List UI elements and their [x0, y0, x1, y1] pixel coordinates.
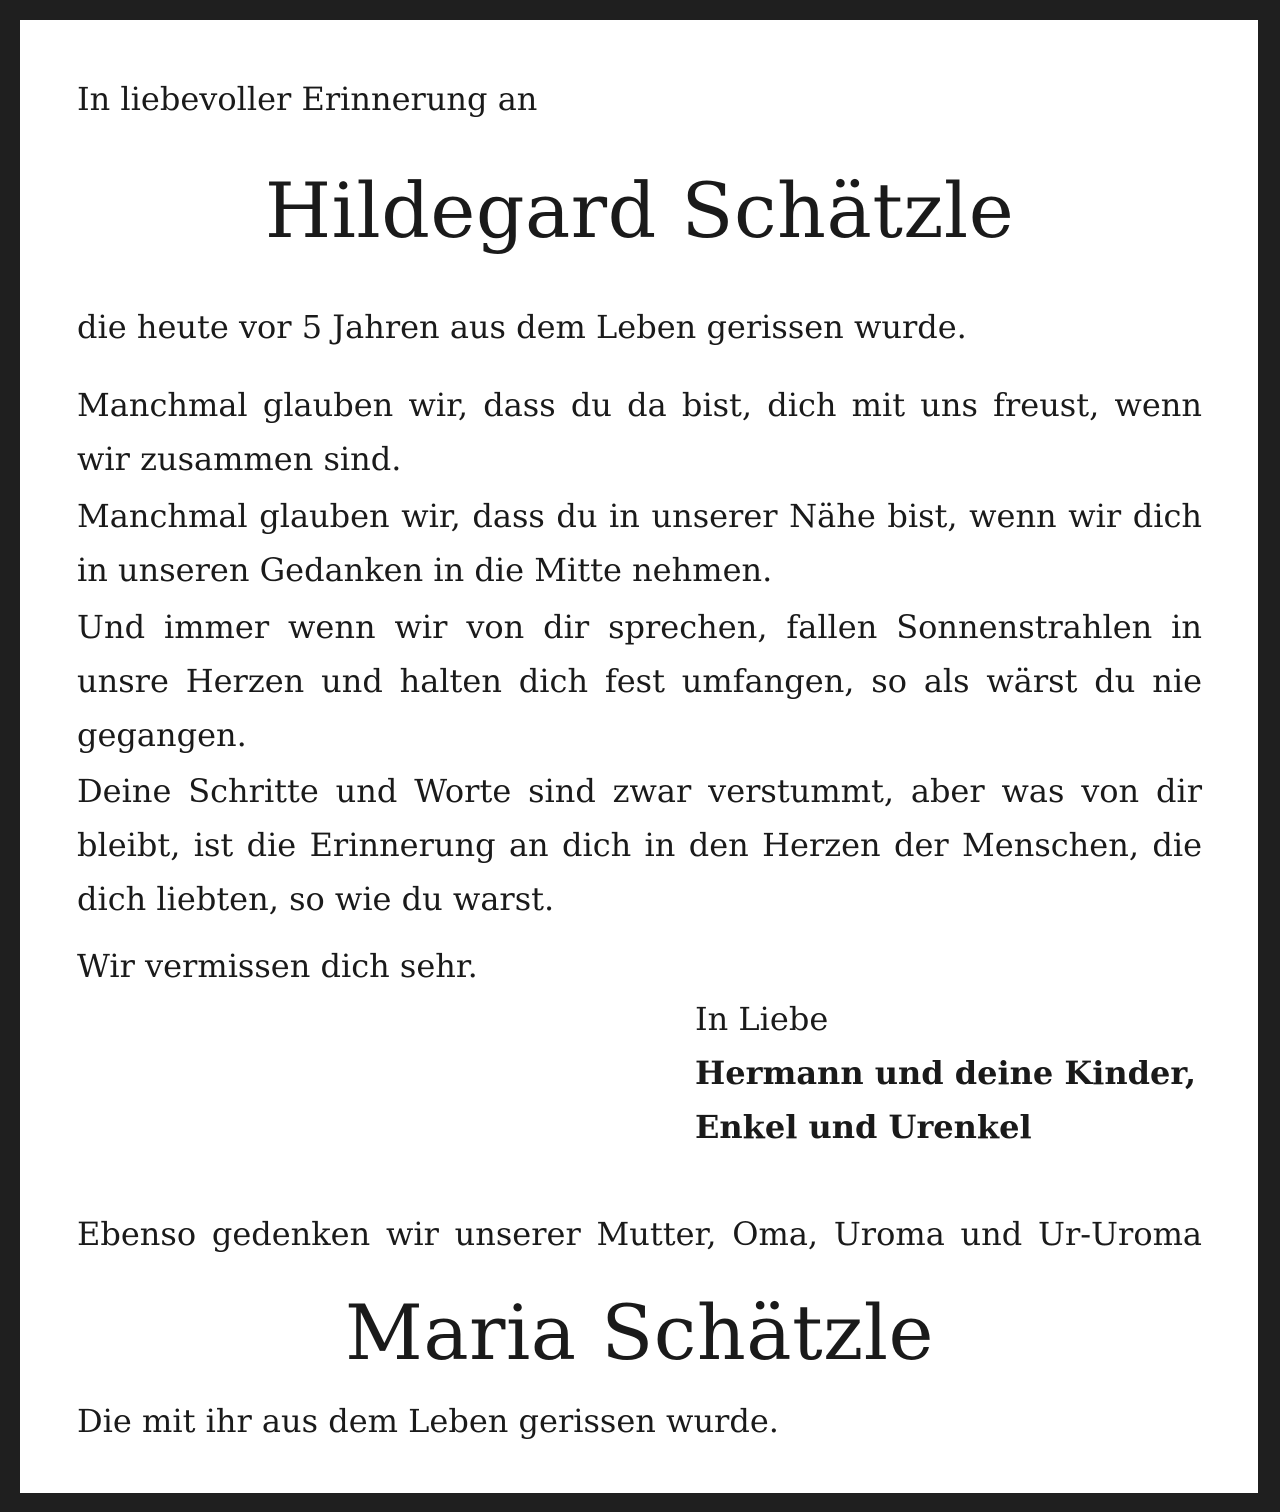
- signature-block: [695, 992, 1196, 1154]
- signature-family-line: Enkel und Urenkel: [695, 1108, 1032, 1146]
- poem-paragraph: Manchmal glauben wir, dass du in unserer Nähe bist, wenn wir dich in unseren Gedanken in die Mitte nehmen.: [77, 497, 1202, 589]
- poem-paragraph: Und immer wenn wir von dir sprechen, fallen Sonnenstrahlen in unsre Herzen und halten dich fest umfangen, so als wärst du nie gegangen.: [77, 608, 1202, 754]
- deceased-name-secondary: Maria Schätzle: [345, 1288, 934, 1377]
- also-remember-text: Ebenso gedenken wir unserer Mutter, Oma, Uroma und Ur-Uroma: [77, 1215, 1202, 1253]
- intro-text: In liebevoller Erinnerung an: [77, 80, 538, 118]
- signature-family-line: Hermann und deine Kinder,: [695, 1054, 1197, 1092]
- obituary-notice: [20, 20, 1258, 1493]
- signature-greeting: In Liebe: [695, 1000, 829, 1038]
- primary-subline: die heute vor 5 Jahren aus dem Leben gerissen wurde.: [77, 308, 967, 346]
- poem-paragraph: Manchmal glauben wir, dass du da bist, dich mit uns freust, wenn wir zusammen sind.: [77, 386, 1202, 478]
- secondary-subline: Die mit ihr aus dem Leben gerissen wurde.: [77, 1402, 779, 1440]
- deceased-name-primary: Hildegard Schätzle: [264, 166, 1015, 255]
- poem-paragraph: Deine Schritte und Worte sind zwar verstummt, aber was von dir bleibt, ist die Erinnerung an dich in den Herzen der Menschen, die dich liebten, so wie du warst.: [77, 772, 1202, 918]
- closing-text: Wir vermissen dich sehr.: [77, 947, 478, 985]
